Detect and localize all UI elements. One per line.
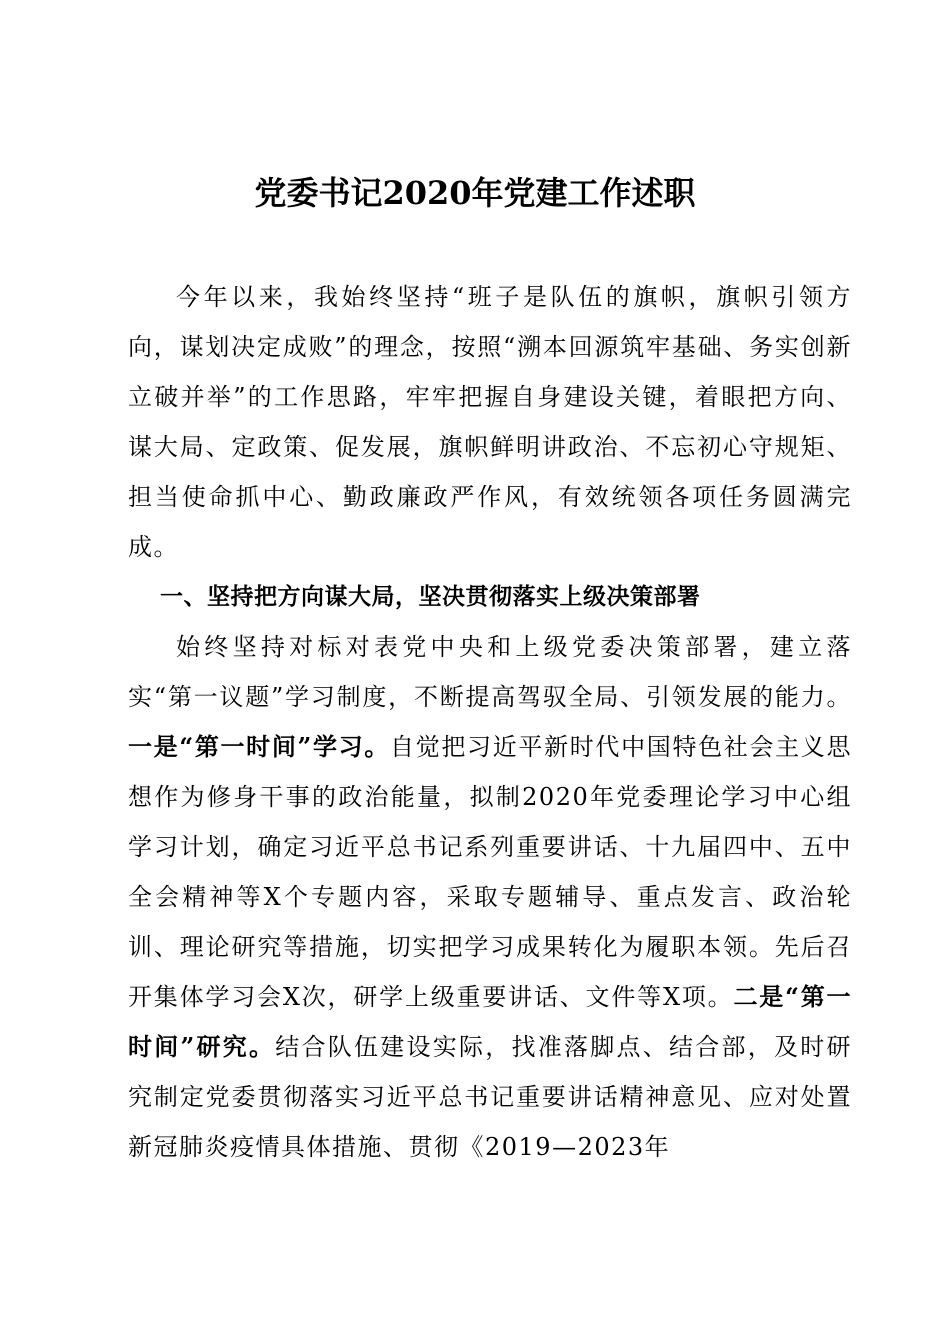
document-body [128, 272, 852, 1172]
document-title: 党委书记2020年党建工作述职 [254, 174, 696, 212]
section-paragraph [128, 622, 852, 1172]
point1-lead: 一是“第一时间”学习。 [128, 732, 391, 761]
section-heading: 一、坚持把方向谋大局，坚决贯彻落实上级决策部署 [160, 584, 701, 610]
point2-lead: 二是“第一时间”研究。 [128, 982, 853, 1061]
point1-text: 自觉把习近平新时代中国特色社会主义思想作为修身干事的政治能量，拟制2020年党委理论学习中心组学习计划，确定习近平总书记系列重要讲话、十九届四中、五中全会精神等X个专题内容，采取专题辅导、重点发言、政治轮训、理论研究等措施，切实把学习成果转化为履职本领。先后召开集体学习会X次，研学上级重要讲话、文件等X项。 [128, 733, 852, 1011]
point2-text: 结合队伍建设实际，找准落脚点、结合部，及时研究制定党委贯彻落实习近平总书记重要讲话精神意见、应对处置新冠肺炎疫情具体措施、贯彻《2019—2023年 [128, 1033, 852, 1161]
section-opening: 始终坚持对标对表党中央和上级党委决策部署，建立落实“第一议题”学习制度，不断提高驾驭全局、引领发展的能力。 [128, 633, 852, 711]
intro-paragraph: 今年以来，我始终坚持“班子是队伍的旗帜，旗帜引领方向，谋划决定成败”的理念，按照“溯本回源筑牢基础、务实创新立破并举”的工作思路，牢牢把握自身建设关键，着眼把方向、谋大局、定政策、促发展，旗帜鲜明讲政治、不忘初心守规矩、担当使命抓中心、勤政廉政严作风，有效统领各项任务圆满完成。 [128, 283, 852, 561]
